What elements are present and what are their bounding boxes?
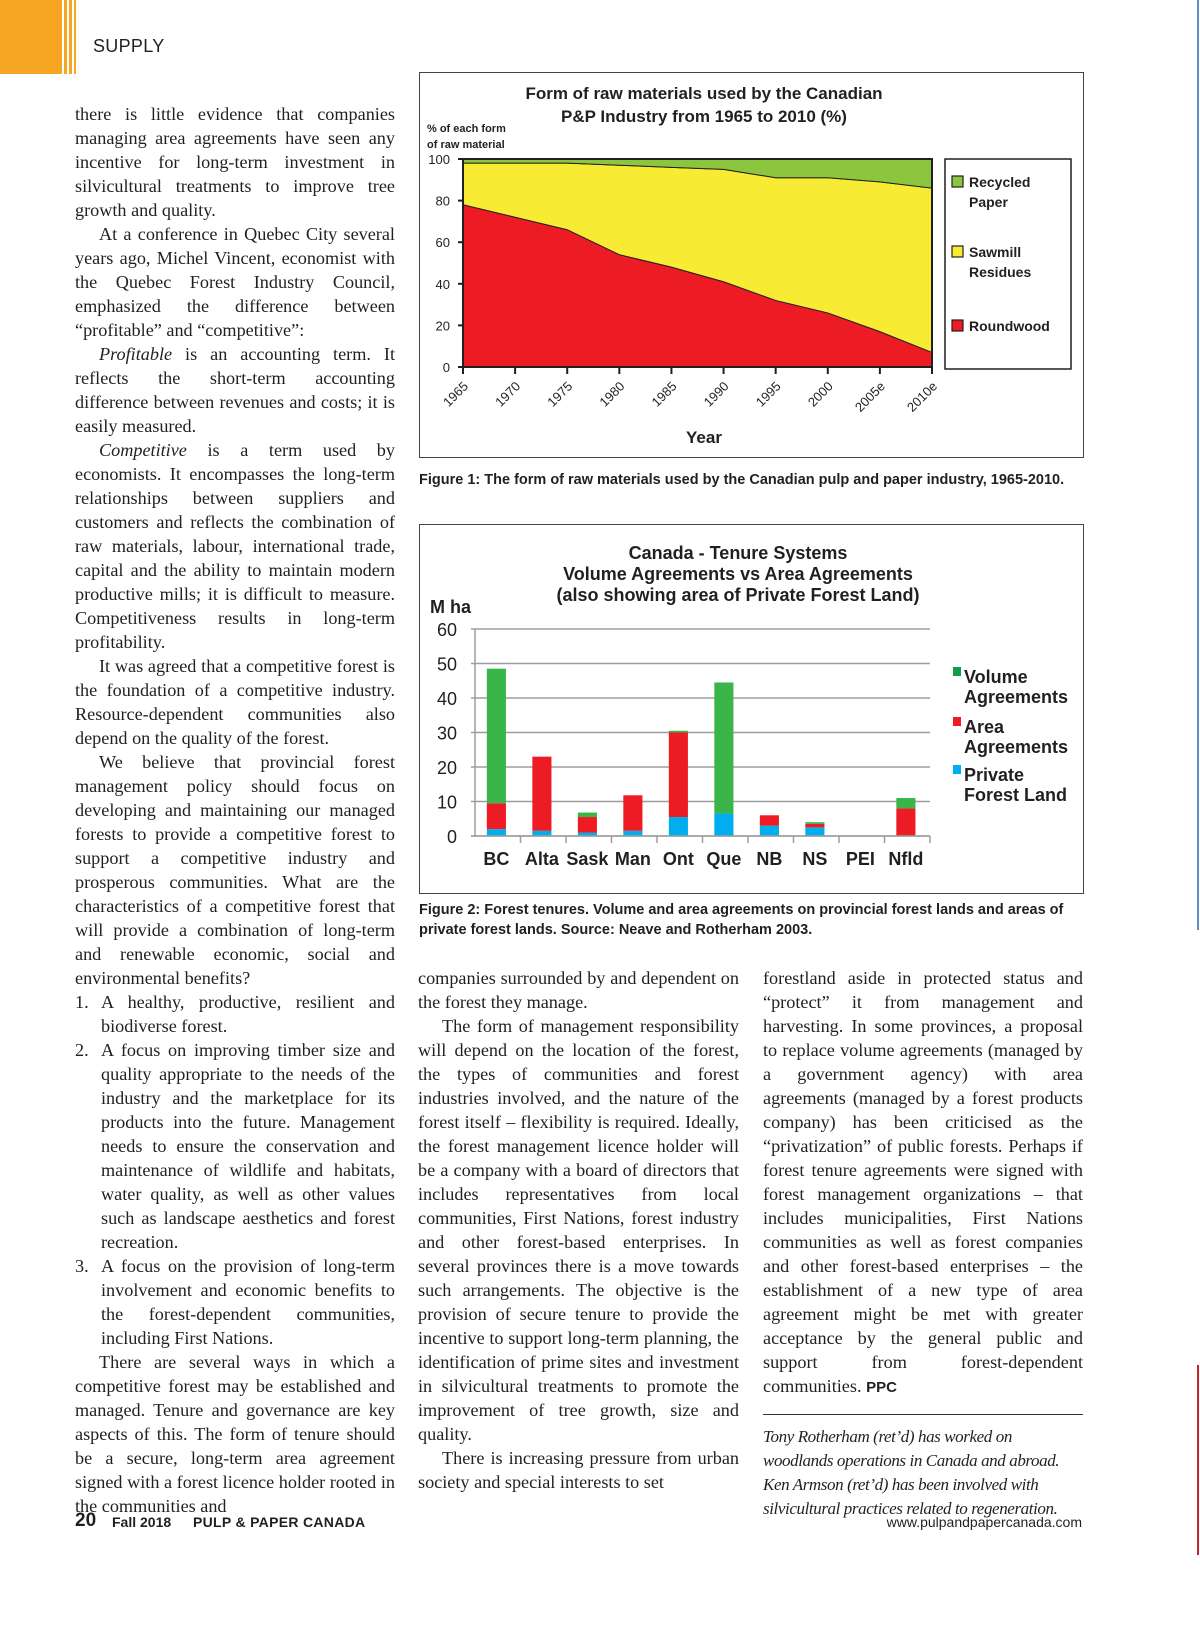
bar-segment-private-forest-land [623, 831, 642, 836]
author-bio: Tony Rotherham (ret’d) has worked on woodlands operations in Canada and abroad. Ken Armson (ret’d) has been involved with silvicultural practices related to regeneration. [763, 1427, 1060, 1518]
y-tick-label: 40 [436, 689, 457, 709]
legend-label: Private [964, 765, 1025, 785]
website-link[interactable]: www.pulpandpapercanada.com [886, 1514, 1082, 1530]
paragraph [75, 438, 395, 654]
characteristics-list [75, 990, 395, 1350]
bar-segment-volume-agreements [805, 822, 824, 824]
y-tick-label: 40 [435, 276, 450, 292]
list-text: A focus on improving timber size and quality appropriate to the needs of the industry and the marketplace for its products into the future. Management needs to ensure the conservation and maintenance of wildlife and habitats, water quality, as well as other values such as landscape aesthetics and forest recreation. [101, 1040, 395, 1252]
paragraph-text: forestland aside in protected status and “protect” it from management and harvesting. In some provinces, a proposal to replace volume agreements (managed by a government agency) with area agreements (managed by a forest products company) has been criticised as the “privatization” of public forests. Perhaps if forest tenure agreements were signed with forest management organizations – that includes municipalities, First Nations communities as well as forest companies and other forest-based enterprises – the establishment of a new type of area agreement might be met with greater acceptance by the general public and support from forest-dependent communities. [763, 968, 1083, 1396]
bar-segment-volume-agreements [669, 731, 688, 733]
y-tick-label: 60 [436, 620, 457, 640]
page-number: 20 [75, 1510, 97, 1531]
legend-label: Residues [969, 264, 1032, 280]
paragraph: We believe that provincial forest management policy should focus on developing and maintaining our managed forests to provide a competitive forest to support a competitive industry and prosperous communities. What are the characteristics of a competitive forest that will provide a combination of long-term and renewable economic, social and environmental benefits? [75, 752, 395, 988]
y-tick-label: 20 [436, 758, 457, 778]
stacked-bar-chart [420, 525, 1083, 893]
article-column-2 [418, 966, 739, 1494]
paragraph: It was agreed that a competitive forest is the foundation of a competitive industry. Resource-dependent communities also depend on the quality of the forest. [75, 656, 395, 748]
article-column-3 [763, 966, 1083, 1521]
y-tick-label: 0 [446, 827, 457, 847]
bar-segment-volume-agreements [578, 813, 597, 817]
page-edge-line [1197, 1365, 1199, 1555]
paragraph: there is little evidence that companies managing area agreements have seen any incentive for long-term investment in silvicultural treatments to improve tree growth and quality. [75, 104, 395, 220]
list-item [75, 1038, 395, 1254]
section-tab-stripe [69, 0, 72, 74]
legend-swatch [952, 176, 963, 187]
x-tick-label: 1995 [752, 378, 784, 410]
legend-label: Area [964, 717, 1005, 737]
legend-swatch [953, 717, 961, 726]
y-tick-label: 30 [436, 723, 457, 744]
x-tick-label: 1975 [544, 378, 576, 410]
list-number: 2. [75, 1040, 89, 1060]
legend-label: Recycled [969, 174, 1031, 190]
x-tick-label: 1965 [440, 378, 472, 410]
legend-swatch [952, 246, 963, 257]
y-tick-label: 0 [442, 360, 450, 375]
section-tab-stripe [64, 0, 67, 74]
x-tick-label: PEI [845, 849, 875, 869]
bar-segment-area-agreements [532, 757, 551, 831]
chart-title: Volume Agreements vs Area Agreements [563, 564, 913, 584]
x-tick-label: BC [483, 849, 510, 869]
x-tick-label: 1970 [492, 378, 524, 410]
legend-swatch [953, 667, 961, 676]
y-axis-label: M ha [430, 597, 472, 617]
section-tab-accent [0, 0, 62, 74]
x-tick-label: Ont [662, 849, 694, 869]
legend-label: Agreements [964, 687, 1069, 707]
bar-segment-private-forest-land [669, 817, 688, 836]
x-tick-label: 2005e [851, 378, 889, 415]
bar-segment-private-forest-land [760, 826, 779, 836]
bar-segment-volume-agreements [714, 682, 733, 813]
y-axis-label: of raw material [427, 139, 505, 151]
figure-1-raw-materials-chart [419, 72, 1084, 458]
x-axis-label: Year [686, 428, 722, 447]
list-number: 3. [75, 1256, 89, 1276]
page-edge-line [1197, 0, 1199, 930]
bar-segment-private-forest-land [487, 829, 506, 836]
bar-segment-area-agreements [578, 817, 597, 833]
magazine-name: PULP & PAPER CANADA [193, 1514, 366, 1530]
paragraph: There are several ways in which a competitive forest may be established and managed. Tenure and governance are key aspects of this. The form of tenure should be a secure, long-term area agreement signed with a forest licence holder rooted in the communities and [75, 1352, 395, 1516]
end-mark: PPC [866, 1379, 897, 1396]
x-tick-label: 2010e [903, 378, 941, 415]
legend-label: Volume [964, 667, 1028, 687]
x-tick-label: NS [802, 849, 828, 869]
x-tick-label: Man [614, 849, 651, 869]
bar-segment-area-agreements [487, 803, 506, 829]
legend-label: Sawmill [969, 244, 1022, 260]
term: Profitable [99, 344, 173, 364]
paragraph [763, 966, 1083, 1400]
figure-1-caption: Figure 1: The form of raw materials used by the Canadian pulp and paper industry, 1965-2010. [419, 472, 1065, 488]
paragraph: The form of management responsibility will depend on the location of the forest, the types of communities and forest industries involved, and the nature of the forest itself – flexibility is required. Ideally, the forest management licence holder will be a company with a board of directors that includes representatives from local communities, First Nations, forest industry and other forest-based enterprises. In several provinces there is a move towards such arrangements. The objective is the provision of secure tenure to provide the incentive to support long-term planning, the identification of prime sites and investment in silvicultural treatments to promote the improvement of tree growth, size and quality. [418, 1016, 739, 1444]
stacked-area-chart [420, 73, 1083, 457]
paragraph: There is increasing pressure from urban society and special interests to set [418, 1448, 739, 1492]
bar-segment-area-agreements [623, 795, 642, 831]
article-column-1 [75, 102, 395, 1518]
y-tick-label: 20 [435, 318, 450, 334]
section-tab-stripe [74, 0, 76, 74]
list-item [75, 1254, 395, 1350]
paragraph-text: is a term used by economists. It encompasses the long-term relationships between suppliers and customers and reflects the combination of raw materials, labour, international trade, capital and the ability to maintain modern productive mills; it is difficult to measure. Competitiveness results in long-term profitability. [75, 440, 395, 652]
issue-label: Fall 2018 [112, 1514, 172, 1530]
bar-segment-area-agreements [760, 815, 779, 825]
bar-segment-private-forest-land [805, 827, 824, 836]
figure-2-caption: Figure 2: Forest tenures. Volume and area agreements on provincial forest lands and areas of private forest lands. Source: Neave and Rotherham 2003. [419, 902, 1064, 938]
list-text: A healthy, productive, resilient and biodiverse forest. [101, 992, 395, 1036]
legend-label: Forest Land [964, 785, 1068, 805]
list-text: A focus on the provision of long-term involvement and economic benefits to the forest-dependent communities, including First Nations. [101, 1256, 395, 1348]
x-tick-label: Que [706, 849, 742, 869]
x-tick-label: 2000 [804, 378, 836, 410]
section-label: SUPPLY [93, 36, 165, 56]
bar-segment-volume-agreements [487, 669, 506, 804]
x-tick-label: Alta [524, 849, 559, 869]
bar-segment-volume-agreements [896, 798, 915, 808]
chart-title: Form of raw materials used by the Canadian [525, 84, 883, 103]
legend-swatch [952, 320, 963, 331]
paragraph [75, 342, 395, 438]
x-tick-label: 1985 [648, 378, 680, 410]
y-tick-label: 10 [436, 792, 457, 813]
x-tick-label: 1990 [700, 378, 732, 410]
bar-segment-area-agreements [669, 733, 688, 818]
paragraph: companies surrounded by and dependent on the forest they manage. [418, 968, 739, 1012]
y-tick-label: 60 [435, 235, 450, 251]
y-tick-label: 50 [436, 654, 457, 675]
x-tick-label: Sask [566, 849, 609, 869]
chart-title: P&P Industry from 1965 to 2010 (%) [561, 107, 847, 126]
list-item [75, 990, 395, 1038]
x-tick-label: 1980 [596, 378, 628, 410]
bar-segment-private-forest-land [532, 831, 551, 836]
y-tick-label: 80 [435, 193, 450, 209]
bar-segment-private-forest-land [714, 814, 733, 836]
term: Competitive [99, 440, 187, 460]
chart-title: Canada - Tenure Systems [628, 543, 848, 563]
paragraph: At a conference in Quebec City several years ago, Michel Vincent, economist with the Quebec Forest Industry Council, emphasized the difference between “profitable” and “competitive”: [75, 224, 395, 340]
chart-title: (also showing area of Private Forest Land) [556, 585, 920, 605]
x-tick-label: Nfld [888, 849, 924, 869]
bar-segment-area-agreements [896, 808, 915, 836]
legend-label: Agreements [964, 737, 1069, 757]
y-axis-label: % of each form [427, 123, 506, 135]
legend-label: Paper [969, 194, 1008, 210]
figure-2-tenure-chart [419, 524, 1084, 894]
y-tick-label: 100 [428, 152, 450, 167]
paragraph-text: is an accounting term. It reflects the short-term accounting difference between revenues and costs; it is easily measured. [75, 344, 395, 436]
divider [763, 1414, 1083, 1415]
list-number: 1. [75, 992, 89, 1012]
bar-segment-area-agreements [805, 824, 824, 827]
x-tick-label: NB [756, 849, 783, 869]
legend-swatch [953, 765, 961, 774]
legend-label: Roundwood [969, 318, 1050, 334]
